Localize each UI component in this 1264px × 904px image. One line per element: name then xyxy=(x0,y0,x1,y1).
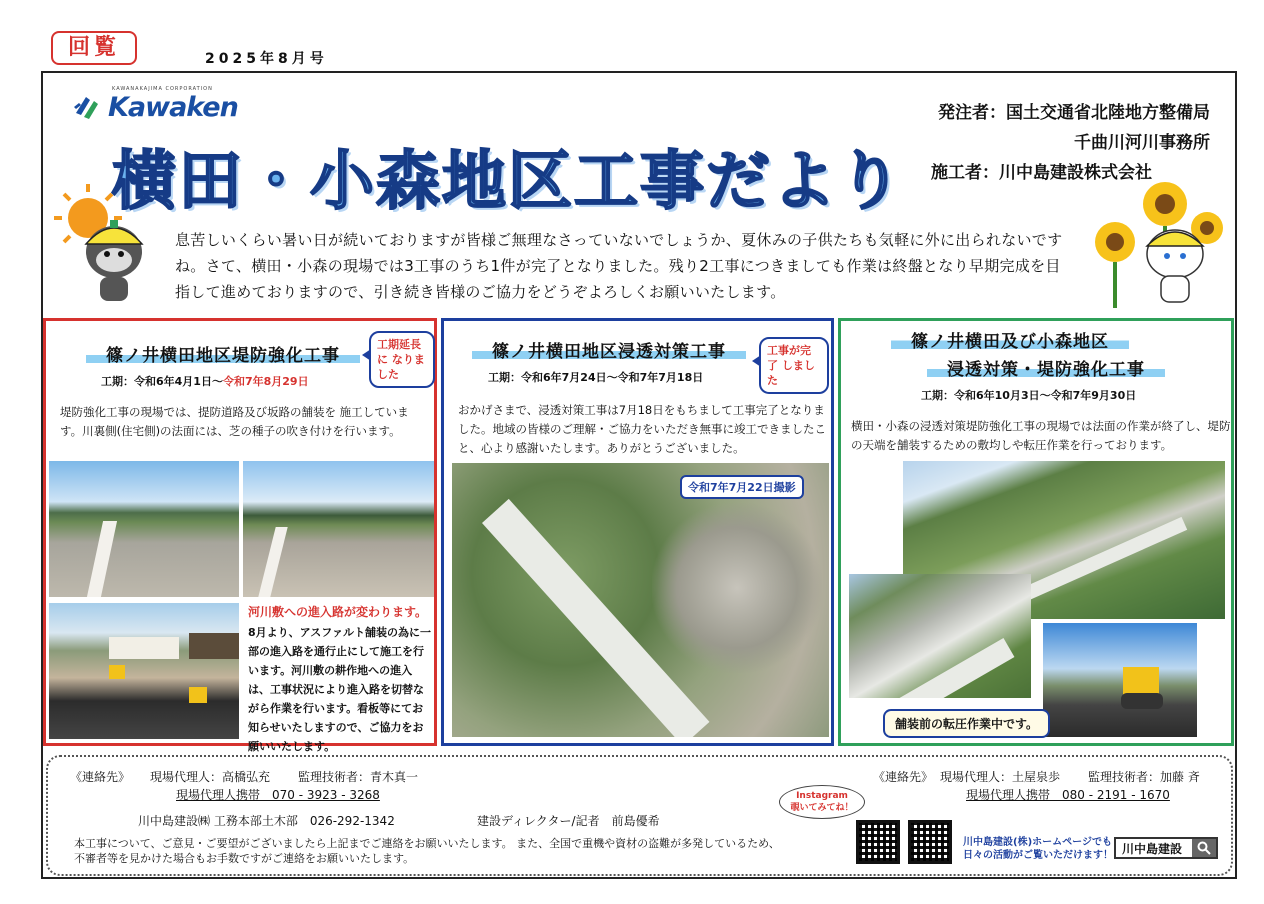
intro-text: 息苦しいくらい暑い日が続いておりますが皆様ご無理なさっていないでしょうか、夏休みの子供たちも気軽に外に出られないですね。さて、横田・小森の現場では3工事のうち1件が完了となりました。残り2工事につきましても作業は終盤となり早期完成を目指して進めておりますので、引き続き皆様のご協力をどうぞよろしくお願いいたします。 xyxy=(175,231,1063,301)
left-phone[interactable] xyxy=(176,786,380,803)
sun-mascot-illustration xyxy=(52,182,162,307)
panel2-period: 工期：令和6年7月24日～令和7年7月18日 xyxy=(488,371,704,384)
panel1-period xyxy=(101,373,309,389)
panel-yokota-seepage xyxy=(441,318,834,746)
panel3-title-line2: 浸透対策・堤防強化工事 xyxy=(927,355,1165,380)
right-site-agent: 現場代理人：土屋泉歩 xyxy=(940,770,1061,784)
panel3-body: 横田・小森の浸透対策堤防強化工事の現場では法面の作業が終了し、堤防の天端を舗装するための敷均しや転圧作業を行っております。 xyxy=(851,419,1231,452)
asphalt-paving-photo xyxy=(49,603,239,739)
road-change-heading: 河川敷への進入路が変わります。 xyxy=(248,605,428,619)
company-phone: 川中島建設㈱ 工務本部土木部 026-292-1342 xyxy=(138,814,395,828)
kairan-badge: 回覧 xyxy=(51,31,137,65)
right-phone-number[interactable]: 現場代理人携帯 080 - 2191 - 1670 xyxy=(966,788,1170,802)
homepage-note-line1: 川中島建設(株)ホームページでも xyxy=(963,837,1112,848)
levee-road-photo-1 xyxy=(49,461,239,597)
client-info xyxy=(931,98,1210,188)
homepage-qr-code[interactable] xyxy=(908,820,952,864)
roller-caption: 舗装前の転圧作業中です。 xyxy=(883,709,1050,738)
office-line: 千曲川河川事務所 xyxy=(1074,133,1210,153)
right-contact-label: 《連絡先》 xyxy=(873,770,934,784)
left-phone-number[interactable]: 現場代理人携帯 070 - 3923 - 3268 xyxy=(176,788,380,802)
search-box[interactable] xyxy=(1114,837,1218,859)
instagram-label: Instagram xyxy=(796,791,848,801)
panel1-bubble: 工期延長に なりました xyxy=(369,331,435,388)
panel3-period: 工期：令和6年10月3日～令和7年9月30日 xyxy=(921,389,1137,402)
search-text: 川中島建設 xyxy=(1122,841,1183,856)
right-phone[interactable] xyxy=(966,786,1170,803)
left-site-agent: 現場代理人：高橋弘充 xyxy=(150,770,271,784)
search-icon xyxy=(1197,841,1211,855)
levee-road-photo-2 xyxy=(243,461,434,597)
orderer-line: 発注者：国土交通省北陸地方整備局 xyxy=(938,103,1210,123)
notice-line-1: 本工事について、ご意見・ご要望がございましたら上記までご連絡をお願いいたします。 また、全国で重機や資材の盗難が多発しているため、 xyxy=(74,837,780,850)
panel1-period-prefix: 工期：令和6年4月1日～ xyxy=(101,375,223,388)
notice-line-2: 不審者等を見かけた場合もお手数ですがご連絡をお願いいたします。 xyxy=(74,852,415,865)
homepage-note-line2: 日々の活動がご覧いただけます！ xyxy=(963,850,1113,861)
sunflower-mascot-illustration xyxy=(1085,180,1235,310)
panel2-body: おかげさまで、浸透対策工事は7月18日をもちまして工事完了となりました。地域の皆様のご理解・ご協力をいただき無事に竣工できましたこと、心より感謝いたします。ありがとうございました。 xyxy=(458,403,826,455)
levee-aerial-photo-2 xyxy=(849,574,1031,698)
left-contact-label: 《連絡先》 xyxy=(70,770,131,784)
aerial-photo-seepage xyxy=(452,463,829,737)
photo-date-note: 令和7年7月22日撮影 xyxy=(680,475,804,499)
white-cat-mascot-icon xyxy=(1147,230,1203,302)
instagram-invite: 覗いてみてね！ xyxy=(790,803,854,813)
instagram-bubble xyxy=(779,785,865,819)
contractor-line: 施工者：川中島建設株式会社 xyxy=(931,163,1152,183)
right-engineer: 監理技術者：加藤 斉 xyxy=(1088,770,1200,784)
panel1-title: 篠ノ井横田地区堤防強化工事 xyxy=(86,341,360,366)
issue-date: 2025年8月号 xyxy=(205,51,328,67)
search-button[interactable] xyxy=(1192,839,1216,857)
panel1-body: 堤防強化工事の現場では、提防道路及び坂路の舗装を 施工しています。川裏側(住宅側)の法面には、芝の種子の吹き付けを行います。 xyxy=(60,405,409,438)
homepage-note xyxy=(963,836,1113,862)
panel3-title-line1: 篠ノ井横田及び小森地区 xyxy=(891,327,1129,352)
kawaken-logo-icon xyxy=(72,91,104,123)
page-title: 横田・小森地区工事だより xyxy=(112,145,904,219)
roller-photo xyxy=(1043,623,1197,737)
left-engineer: 監理技術者：青木真一 xyxy=(298,770,419,784)
panel2-bubble: 工事が完了 しました xyxy=(759,337,829,394)
logo-subtext: KAWANAKAJIMA CORPORATION xyxy=(112,86,213,92)
road-change-body: 8月より、アスファルト舗装の為に一部の進入路を通行止にして施工を行います。河川敷の耕作地への進入は、工事状況により進入路を切替ながら作業を行います。看板等にてお知らせいたしますので、ご協力をお願いいたします。 xyxy=(248,626,431,753)
panel-yokota-levee xyxy=(43,318,437,753)
company-logo xyxy=(72,86,238,124)
panel1-period-end: 令和7年8月29日 xyxy=(222,375,309,388)
instagram-qr-code[interactable] xyxy=(856,820,900,864)
panel2-title: 篠ノ井横田地区浸透対策工事 xyxy=(472,337,746,362)
logo-text: Kawaken xyxy=(108,91,238,123)
director-name: 建設ディレクター/記者 前島優希 xyxy=(477,814,660,828)
panel-yokota-komori xyxy=(838,318,1234,746)
